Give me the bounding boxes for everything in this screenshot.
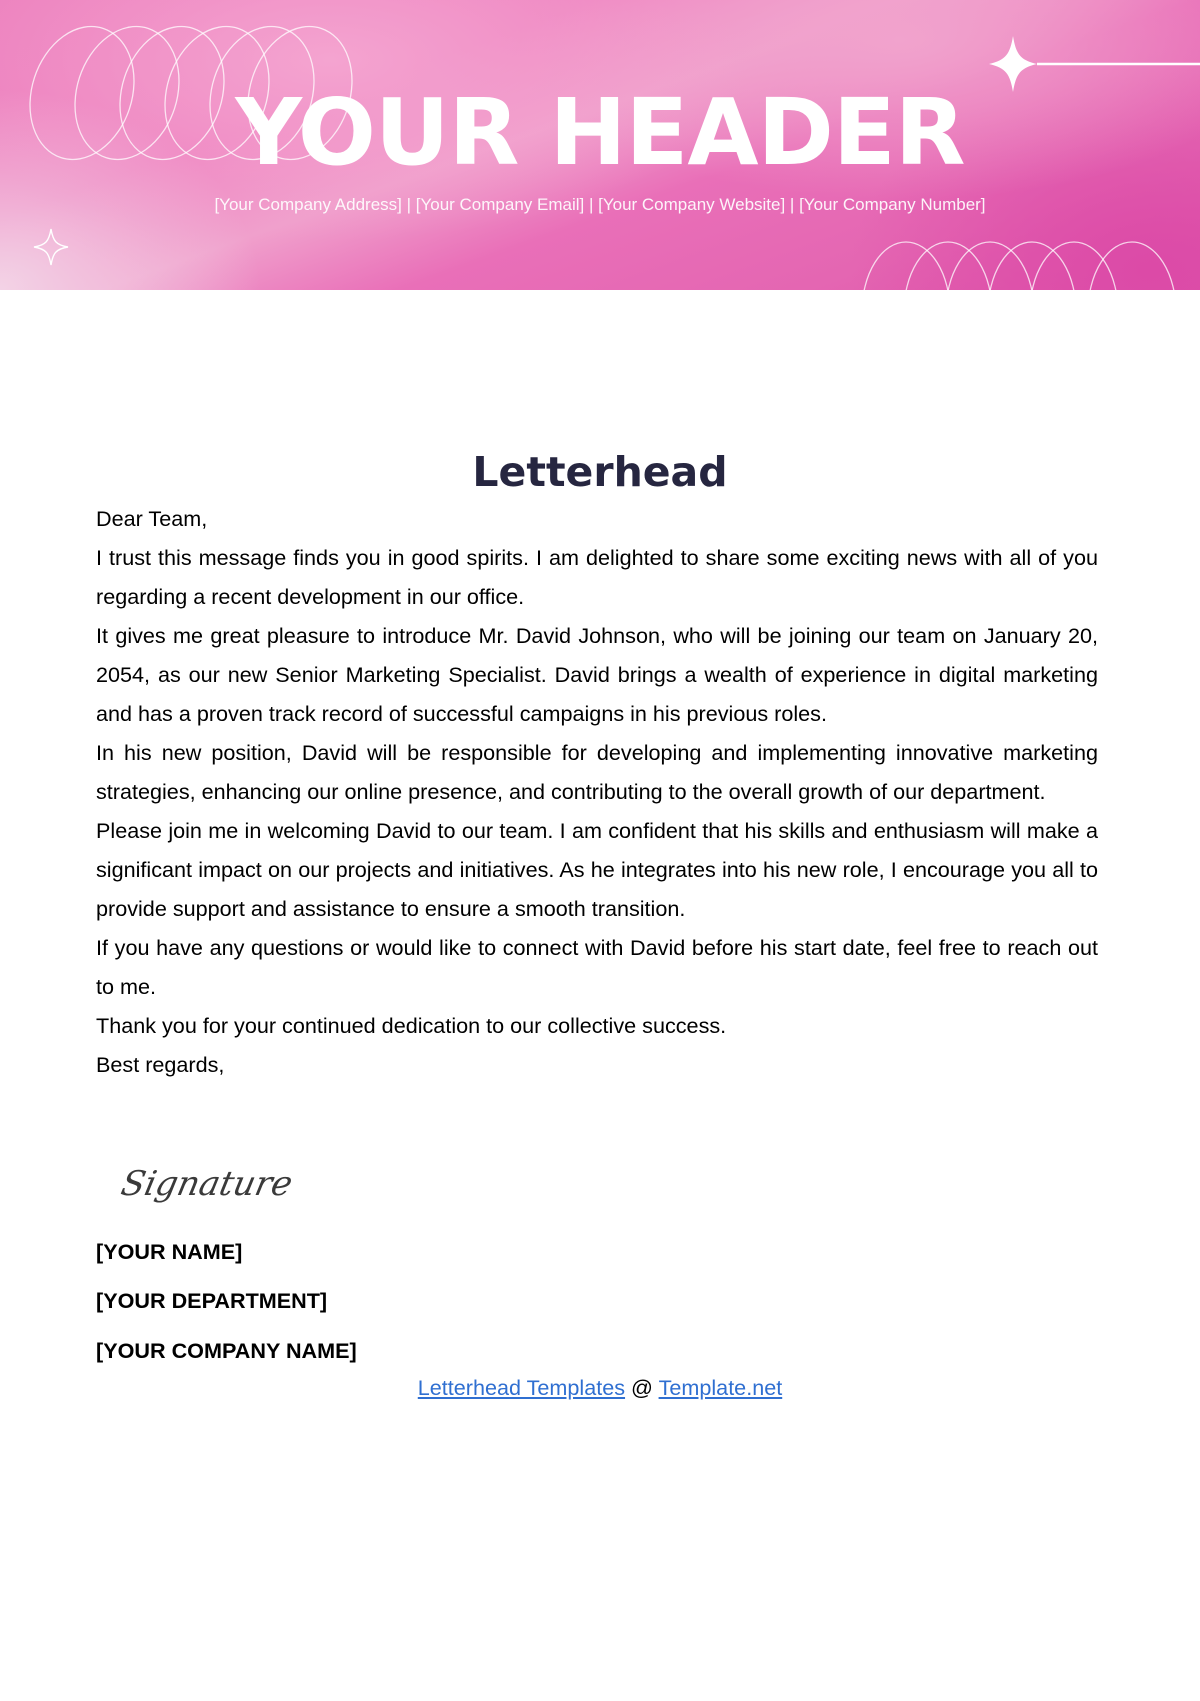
arc-pattern-bottom-right <box>862 242 1176 290</box>
template-net-link[interactable]: Template.net <box>658 1375 783 1400</box>
signature-image <box>116 1155 376 1215</box>
closing: Best regards, <box>96 1052 225 1077</box>
header-title: YOUR HEADER <box>235 79 965 186</box>
paragraph-questions: If you have any questions or would like to connect with David before his start date, feel free to reach out to me. <box>96 935 1098 999</box>
sparkle-outline-icon <box>34 229 68 265</box>
header-banner <box>0 0 1200 290</box>
letter-body <box>96 499 1098 1084</box>
letterhead-templates-link[interactable]: Letterhead Templates <box>417 1375 626 1400</box>
sender-company: [YOUR COMPANY NAME] <box>96 1338 357 1363</box>
sender-name: [YOUR NAME] <box>96 1239 243 1264</box>
footer-separator: @ <box>625 1375 659 1400</box>
paragraph-introduction-new-hire: It gives me great pleasure to introduce Mr. David Johnson, who will be joining our team on January 20, 2054, as our new Senior Marketing Specialist. David brings a wealth of experience in digital marketing and has a proven track record of successful campaigns in his previous roles. <box>96 623 1098 726</box>
company-contact-line: [Your Company Address] | [Your Company Email] | [Your Company Website] | [Your Company Number] <box>214 195 986 214</box>
paragraph-thanks: Thank you for your continued dedication to our collective success. <box>96 1013 727 1038</box>
footer-credit <box>0 1373 1200 1403</box>
sender-department: [YOUR DEPARTMENT] <box>96 1288 328 1313</box>
salutation: Dear Team, <box>96 506 208 531</box>
signature-script: Signature <box>117 1164 297 1204</box>
paragraph-responsibilities: In his new position, David will be responsible for developing and implementing innovative marketing strategies, enhancing our online presence, and contributing to the overall growth of our department. <box>96 740 1098 804</box>
paragraph-welcome: Please join me in welcoming David to our team. I am confident that his skills and enthusiasm will make a significant impact on our projects and initiatives. As he integrates into his new role, I encourage you all to provide support and assistance to ensure a smooth transition. <box>96 818 1098 921</box>
document-title: Letterhead <box>472 448 728 496</box>
paragraph-intro: I trust this message finds you in good spirits. I am delighted to share some exciting news with all of you regarding a recent development in our office. <box>96 545 1098 609</box>
